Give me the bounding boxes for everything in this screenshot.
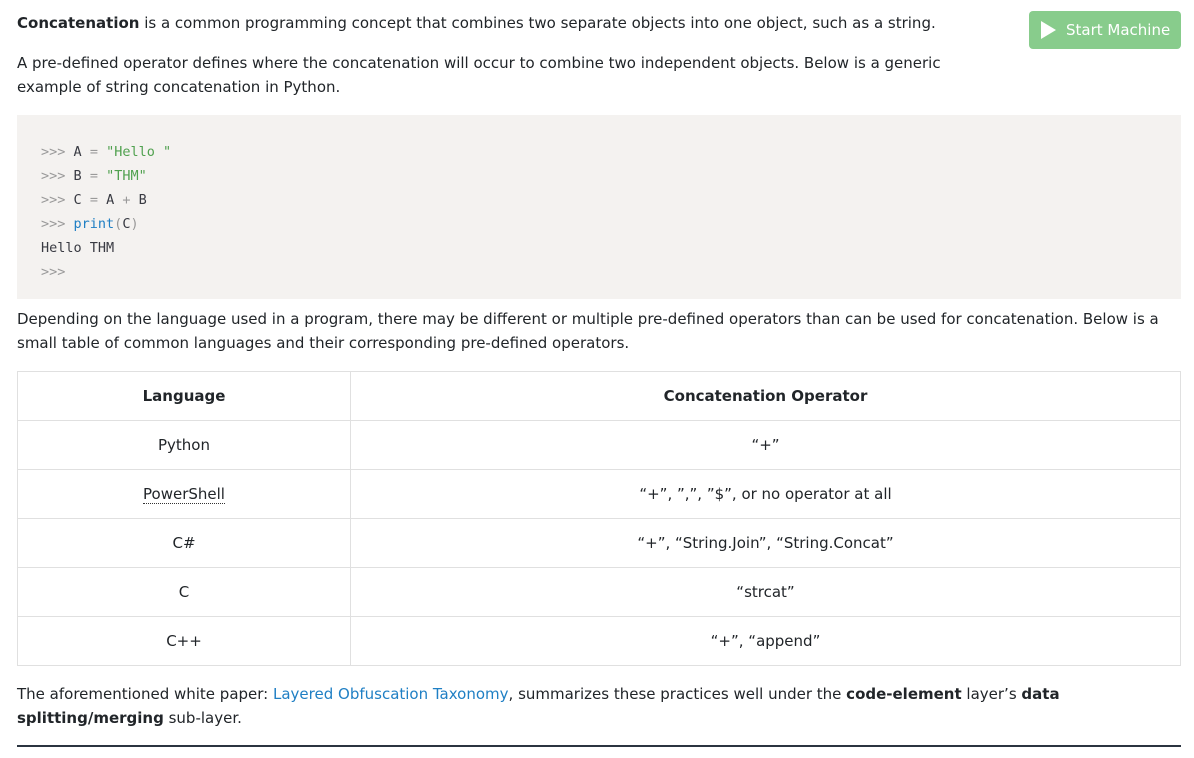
- table-row: [18, 568, 1181, 617]
- code-line: >>> A = "Hello ": [41, 144, 172, 160]
- cell-operator: “+”, “append”: [351, 617, 1181, 666]
- code-line: >>>: [41, 264, 66, 280]
- operator-paragraph: A pre-defined operator defines where the concatenation will occur to combine two independent objects. Below is a generic example of string concatenation in Python.: [17, 54, 941, 96]
- powershell-abbr: PowerShell: [143, 485, 225, 503]
- whitepaper-link[interactable]: Layered Obfuscation Taxonomy: [273, 685, 509, 703]
- table-row: [18, 470, 1181, 519]
- header-operator: Concatenation Operator: [351, 372, 1181, 421]
- code-element-term: code-element: [846, 685, 962, 703]
- cell-language: C++: [18, 617, 351, 666]
- cell-operator: “strcat”: [351, 568, 1181, 617]
- cell-operator: “+”: [351, 421, 1181, 470]
- start-machine-label: Start Machine: [1066, 21, 1171, 39]
- cell-language: C: [18, 568, 351, 617]
- cell-operator: “+”, ”,”, ”$”, or no operator at all: [351, 470, 1181, 519]
- operators-table: [17, 371, 1181, 666]
- intro-text: is a common programming concept that combines two separate objects into one object, such as a string.: [139, 14, 936, 32]
- concatenation-term: Concatenation: [17, 14, 140, 32]
- section-divider: [17, 745, 1181, 747]
- table-header-row: [18, 372, 1181, 421]
- whitepaper-paragraph: The aforementioned white paper: Layered Obfuscation Taxonomy, summarizes these practices well under the code-element layer’s data splitting/merging sub-layer.: [17, 685, 1060, 727]
- intro-paragraph: [17, 11, 1017, 35]
- cell-language: C#: [18, 519, 351, 568]
- table-row: [18, 617, 1181, 666]
- table-row: [18, 421, 1181, 470]
- code-output: Hello THM: [41, 240, 115, 256]
- table-row: [18, 519, 1181, 568]
- code-line: >>> print(C): [41, 216, 139, 232]
- code-line: >>> B = "THM": [41, 168, 147, 184]
- data-splitting-term: data splitting/merging: [17, 685, 1060, 727]
- cell-language: Python: [18, 421, 351, 470]
- cell-operator: “+”, “String.Join”, “String.Concat”: [351, 519, 1181, 568]
- languages-paragraph: Depending on the language used in a program, there may be different or multiple pre-defined operators than can be used for concatenation. Below is a small table of common languages and their corresponding pre-defined operators.: [17, 310, 1159, 352]
- play-icon: [1041, 21, 1056, 39]
- code-block: [17, 115, 1181, 299]
- start-machine-button[interactable]: [1029, 11, 1181, 49]
- cell-language: [18, 470, 351, 519]
- code-line: >>> C = A + B: [41, 192, 147, 208]
- header-language: Language: [18, 372, 351, 421]
